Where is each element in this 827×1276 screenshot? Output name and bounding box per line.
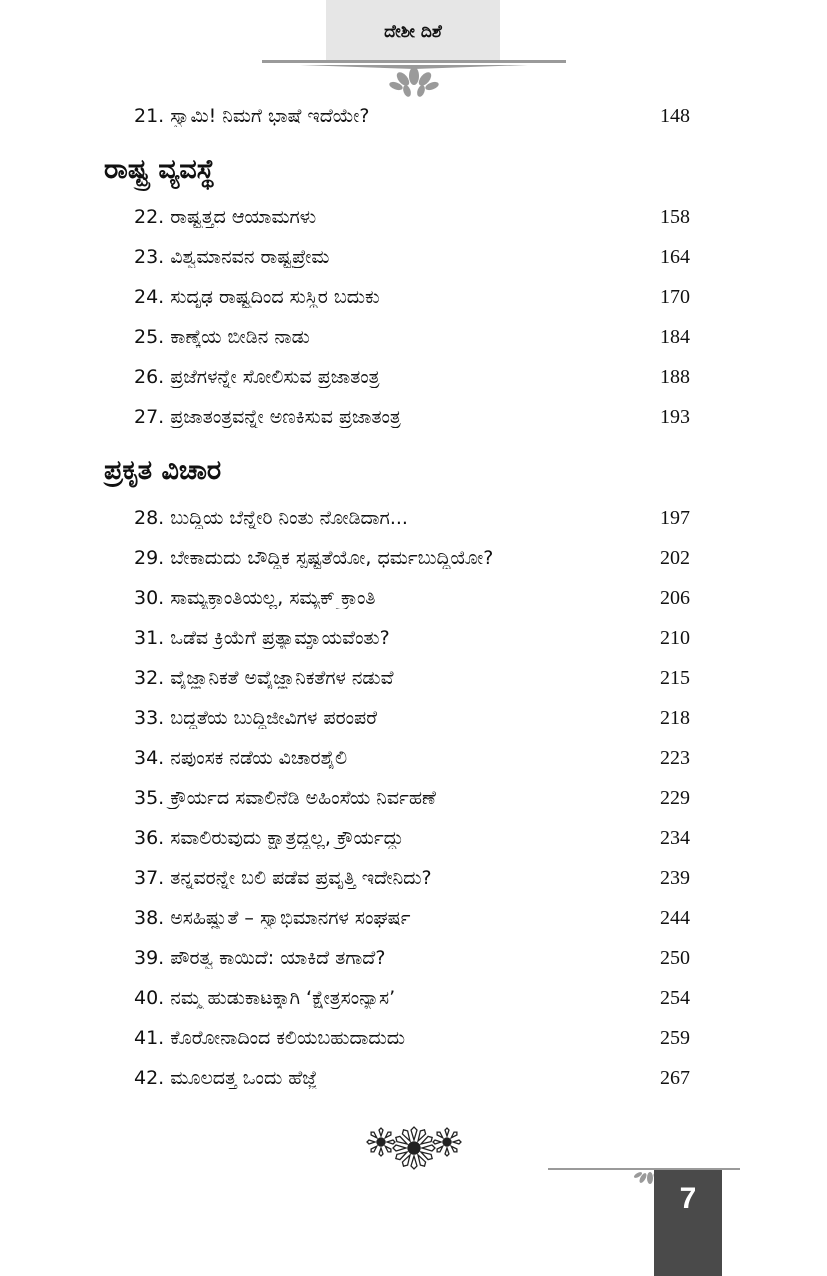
section-heading: ಪ್ರಕೃತ ವಿಚಾರ [104,455,222,486]
section-heading: ರಾಷ್ಟ್ರ ವ್ಯವಸ್ಥೆ [104,154,215,185]
toc-entry [134,982,690,1014]
toc-entry [134,742,690,774]
toc-entry-title: 32. ವೈಜ್ಞಾನಿಕತೆ ಅವೈಜ್ಞಾನಿಕತೆಗಳ ನಡುವೆ [134,667,394,689]
toc-entry-title: 38. ಅಸಹಿಷ್ಣುತೆ – ಸ್ವಾಭಿಮಾನಗಳ ಸಂಘರ್ಷ [134,907,411,929]
page-number: 7 [679,1182,697,1215]
toc-entry-page: 184 [660,325,690,348]
toc-entry-title: 27. ಪ್ರಜಾತಂತ್ರವನ್ನೇ ಅಣಕಿಸುವ ಪ್ರಜಾತಂತ್ರ [134,406,401,428]
toc-entry-page: 244 [660,906,690,929]
toc-entry [134,321,690,353]
page-number-box [654,1170,722,1276]
toc-entry-title: 25. ಕಾಣ್ಕೆಯ ಬೀಡಿನ ನಾಡು [134,326,310,348]
toc-entry-title: 22. ರಾಷ್ಟ್ರತ್ತ್ವದ ಆಯಾಮಗಳು [134,206,317,228]
toc-entry [134,942,690,974]
toc-entry-page: 210 [660,626,690,649]
toc-entry [134,502,690,534]
toc-entry [134,401,690,433]
toc-entry [134,822,690,854]
toc-entry-page: 215 [660,666,690,689]
toc-entry [134,1022,690,1054]
toc-entry-title: 31. ಒಡೆವ ಕ್ರಿಯೆಗೆ ಪ್ರತ್ಯಾಮ್ನಾಯವೆಂತು? [134,627,390,649]
toc-entry-page: 218 [660,706,690,729]
toc-entry [134,662,690,694]
toc-entry-title: 42. ಮೂಲದತ್ತ ಒಂದು ಹೆಜ್ಜೆ [134,1067,318,1089]
toc-entry [134,542,690,574]
toc-entry-title: 37. ತನ್ನವರನ್ನೇ ಬಲಿ ಪಡೆವ ಪ್ರವೃತ್ತಿ ಇದೇನಿದು? [134,867,432,889]
toc-entry [134,1062,690,1094]
toc-entry [134,902,690,934]
toc-entry [134,281,690,313]
toc-entry-page: 223 [660,746,690,769]
toc-entry-title: 35. ಕ್ರೌರ್ಯದ ಸವಾಲಿನೆಡಿ ಅಹಿಂಸೆಯ ನಿರ್ವಹಣೆ [134,787,436,809]
toc-entry-page: 158 [660,205,690,228]
toc-entry-title: 41. ಕೊರೋನಾದಿಂದ ಕಲಿಯಬಹುದಾದುದು [134,1027,406,1049]
toc-entry-page: 193 [660,405,690,428]
toc-entry-page: 250 [660,946,690,969]
toc-entry-title: 23. ವಿಶ್ವಮಾನವನ ರಾಷ್ಟ್ರಪ್ರೇಮ [134,246,330,268]
toc-entry [134,100,690,132]
toc-entry-title: 36. ಸವಾಲಿರುವುದು ಕ್ಷಾತ್ರದ್ದಲ್ಲ, ಕ್ರೌರ್ಯದ್ದು [134,827,404,849]
toc-entry-title: 29. ಬೇಕಾದುದು ಬೌದ್ಧಿಕ ಸ್ಪಷ್ಟತೆಯೋ, ಧರ್ಮಬುದ್ಧಿಯೋ? [134,547,494,569]
toc-entry [134,862,690,894]
triple-flower-ornament-icon [366,1124,462,1170]
toc-entry [134,361,690,393]
running-header [326,0,500,62]
toc-entry [134,622,690,654]
toc-entry-page: 148 [660,104,690,127]
toc-entry [134,782,690,814]
toc-entry-page: 164 [660,245,690,268]
toc-entry-page: 234 [660,826,690,849]
toc-entry-title: 30. ಸಾಮ್ಯಕ್ರಾಂತಿಯಲ್ಲ, ಸಮ್ಯಕ್ ಕ್ರಾಂತಿ [134,587,376,609]
toc-entry-title: 26. ಪ್ರಜೆಗಳನ್ನೇ ಸೋಲಿಸುವ ಪ್ರಜಾತಂತ್ರ [134,366,380,388]
toc-entry-title: 28. ಬುದ್ಧಿಯ ಬೆನ್ನೇರಿ ನಿಂತು ನೋಡಿದಾಗ... [134,507,408,529]
toc-entry-page: 206 [660,586,690,609]
running-header-title: ದೇಶೀ ದಿಶೆ [384,22,442,42]
toc-entry-page: 254 [660,986,690,1009]
toc-entry-page: 259 [660,1026,690,1049]
toc-entry-title: 21. ಸ್ವಾಮಿ! ನಿಮಗೆ ಭಾಷೆ ಇದೆಯೇ? [134,105,370,127]
toc-entry-page: 267 [660,1066,690,1089]
toc-entry [134,241,690,273]
toc-entry-page: 239 [660,866,690,889]
toc-entry-title: 40. ನಮ್ಮ ಹುಡುಕಾಟಕ್ಕಾಗಿ ‘ಕ್ಷೇತ್ರಸಂನ್ಯಾಸ’ [134,987,396,1009]
flower-ornament-icon [300,63,528,99]
toc-entry-page: 202 [660,546,690,569]
toc-entry-title: 24. ಸುದೃಢ ರಾಷ್ಟ್ರದಿಂದ ಸುಸ್ಥಿರ ಬದುಕು [134,286,380,308]
toc-entry [134,702,690,734]
toc-entry-title: 39. ಪೌರತ್ವ ಕಾಯಿದೆ: ಯಾಕಿದೆ ತಗಾದೆ? [134,947,386,969]
toc-entry [134,582,690,614]
toc-entry-title: 33. ಬದ್ಧತೆಯ ಬುದ್ಧಿಜೀವಿಗಳ ಪರಂಪರೆ [134,707,378,729]
toc-entry-page: 197 [660,506,690,529]
toc-entry-page: 229 [660,786,690,809]
toc-entry [134,201,690,233]
toc-entry-title: 34. ನಪುಂಸಕ ನಡೆಯ ವಿಚಾರಶೈಲಿ [134,747,348,769]
toc-entry-page: 188 [660,365,690,388]
toc-entry-page: 170 [660,285,690,308]
